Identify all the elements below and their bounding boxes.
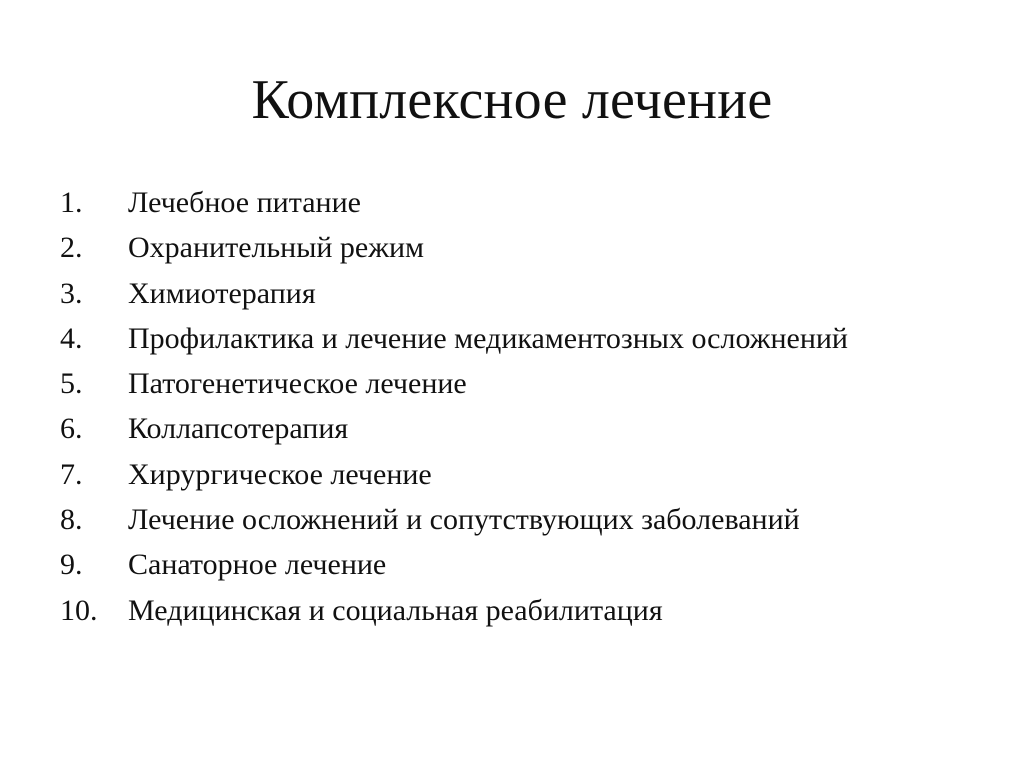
list-item-number: 6. <box>60 412 83 446</box>
list-item <box>60 452 848 497</box>
list-item-label: Медицинская и социальная реабилитация <box>128 593 663 627</box>
list-item <box>60 180 848 225</box>
list-item-number: 5. <box>60 367 83 401</box>
list-item <box>60 225 848 270</box>
list-item-number: 9. <box>60 548 83 582</box>
list-item <box>60 497 848 542</box>
list-item-number: 1. <box>60 186 83 219</box>
list-item <box>60 406 848 451</box>
list-item-label: Лечение осложнений и сопутствующих заболеваний <box>128 503 800 537</box>
list-item <box>60 542 848 587</box>
list-item-number: 3. <box>60 276 83 310</box>
list-item-label: Лечебное питание <box>128 186 361 219</box>
list-item-number: 7. <box>60 457 83 491</box>
slide-title: Комплексное лечение <box>251 69 773 131</box>
list-item-label: Химиотерапия <box>128 276 316 310</box>
list-item-number: 8. <box>60 503 83 537</box>
treatment-list <box>60 180 848 633</box>
list-item-label: Охранительный режим <box>128 231 425 265</box>
list-item <box>60 271 848 316</box>
list-item <box>60 588 848 633</box>
list-item-number: 2. <box>60 231 83 265</box>
list-item <box>60 316 848 361</box>
list-item-label: Патогенетическое лечение <box>128 367 467 401</box>
list-item-number: 4. <box>60 321 83 355</box>
list-item-label: Профилактика и лечение медикаментозных осложнений <box>128 321 848 355</box>
list-item-label: Хирургическое лечение <box>128 457 432 491</box>
list-item-label: Коллапсотерапия <box>128 412 349 446</box>
list-item <box>60 361 848 406</box>
list-item-label: Санаторное лечение <box>128 548 387 582</box>
list-item-number: 10. <box>60 593 98 627</box>
